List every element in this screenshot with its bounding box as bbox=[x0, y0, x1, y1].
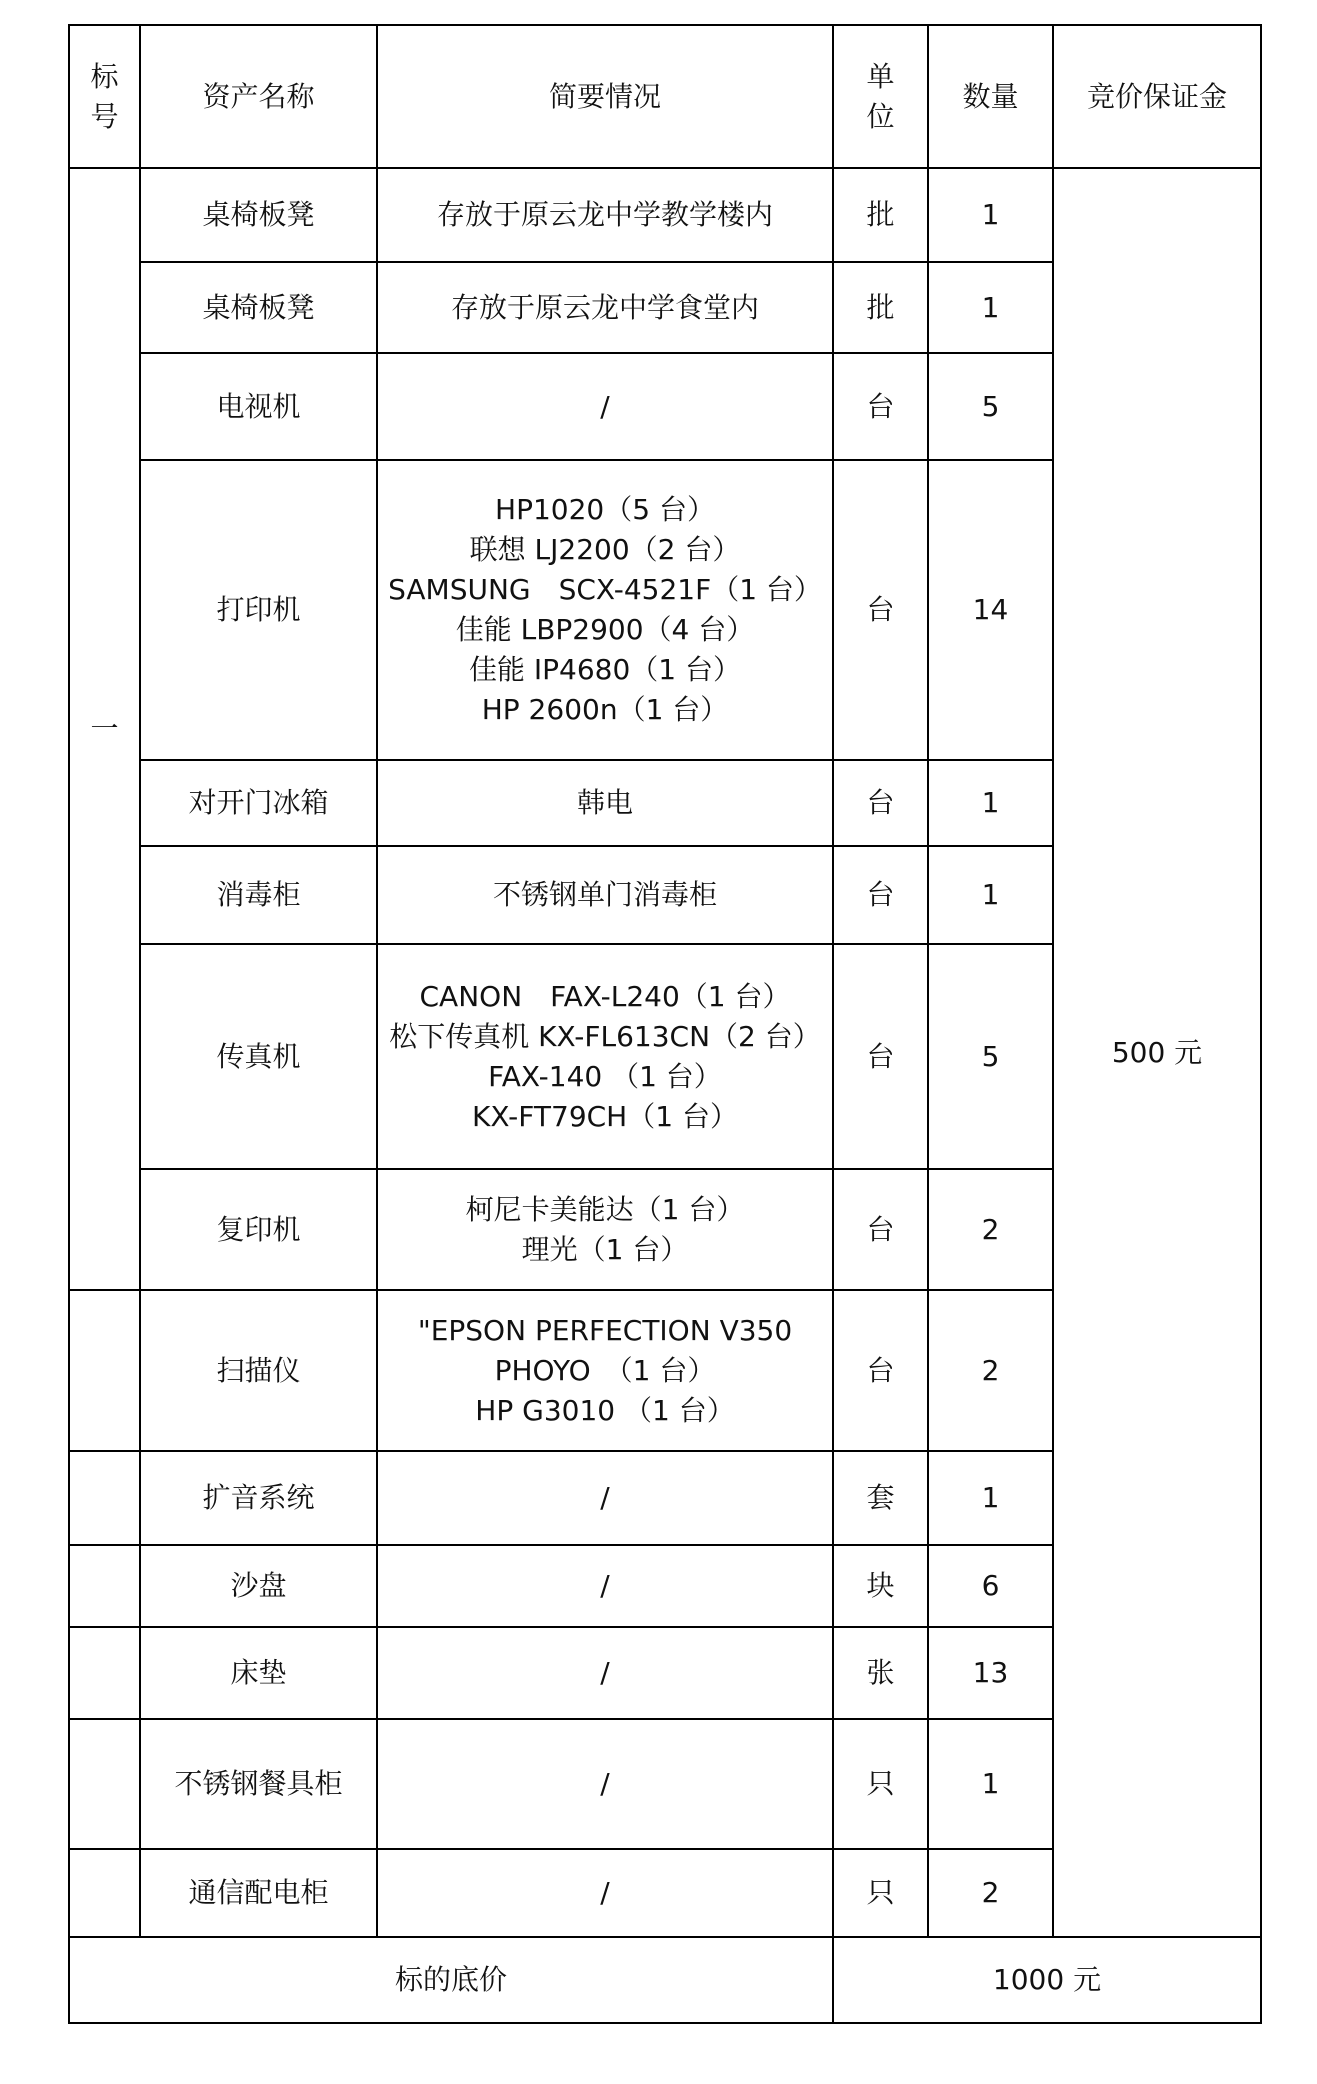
asset-table bbox=[68, 24, 1262, 2024]
lot-number-blank-cell bbox=[69, 1719, 140, 1849]
asset-name-cell: 扩音系统 bbox=[140, 1451, 377, 1545]
summary-line: CANON FAX-L240（1 台） bbox=[419, 979, 791, 1013]
asset-name-cell: 消毒柜 bbox=[140, 846, 377, 944]
summary-line: / bbox=[600, 1767, 610, 1800]
summary-line: "EPSON PERFECTION V350 bbox=[417, 1313, 793, 1347]
summary-line: / bbox=[600, 389, 610, 423]
summary-line: HP1020（5 台） bbox=[495, 493, 715, 526]
summary-cell bbox=[377, 1719, 833, 1849]
header-lot-no: 标 号 bbox=[69, 25, 140, 168]
unit-cell: 只 bbox=[833, 1849, 928, 1937]
header-row bbox=[69, 25, 1261, 168]
summary-cell bbox=[377, 1290, 833, 1451]
summary-line: / bbox=[600, 1481, 610, 1514]
summary-cell bbox=[377, 168, 833, 262]
quantity-cell: 1 bbox=[928, 168, 1053, 262]
asset-name-cell: 床垫 bbox=[140, 1627, 377, 1719]
footer-row bbox=[69, 1937, 1261, 2023]
header-asset-name: 资产名称 bbox=[140, 25, 377, 168]
deposit-cell: 500 元 bbox=[1053, 168, 1261, 1937]
lot-number-blank-cell bbox=[69, 1290, 140, 1451]
quantity-cell: 6 bbox=[928, 1545, 1053, 1627]
unit-cell: 台 bbox=[833, 846, 928, 944]
summary-line: 理光（1 台） bbox=[521, 1232, 689, 1266]
base-price-value: 1000 元 bbox=[833, 1937, 1261, 2023]
summary-line: 存放于原云龙中学食堂内 bbox=[450, 290, 759, 324]
summary-cell bbox=[377, 944, 833, 1169]
unit-cell: 批 bbox=[833, 168, 928, 262]
asset-name-cell: 复印机 bbox=[140, 1169, 377, 1290]
unit-cell: 台 bbox=[833, 353, 928, 460]
summary-cell bbox=[377, 760, 833, 846]
summary-line: 联想 LJ2200（2 台） bbox=[469, 533, 741, 566]
unit-cell: 台 bbox=[833, 1290, 928, 1451]
unit-cell: 套 bbox=[833, 1451, 928, 1545]
asset-name-cell: 通信配电柜 bbox=[140, 1849, 377, 1937]
summary-line: 韩电 bbox=[576, 786, 633, 819]
quantity-cell: 14 bbox=[928, 460, 1053, 760]
unit-cell: 台 bbox=[833, 460, 928, 760]
summary-line: 柯尼卡美能达（1 台） bbox=[465, 1192, 745, 1226]
lot-number-blank-cell bbox=[69, 1627, 140, 1719]
quantity-cell: 2 bbox=[928, 1849, 1053, 1937]
summary-line: 不锈钢单门消毒柜 bbox=[492, 878, 717, 911]
summary-cell bbox=[377, 1627, 833, 1719]
summary-line: FAX-140 （1 台） bbox=[488, 1059, 722, 1093]
summary-line: PHOYO （1 台） bbox=[494, 1353, 716, 1387]
summary-cell bbox=[377, 460, 833, 760]
quantity-cell: 2 bbox=[928, 1290, 1053, 1451]
header-summary: 简要情况 bbox=[377, 25, 833, 168]
quantity-cell: 5 bbox=[928, 353, 1053, 460]
summary-cell bbox=[377, 1545, 833, 1627]
quantity-cell: 1 bbox=[928, 262, 1053, 353]
summary-line: 松下传真机 KX-FL613CN（2 台） bbox=[389, 1019, 821, 1053]
unit-cell: 台 bbox=[833, 1169, 928, 1290]
unit-cell: 批 bbox=[833, 262, 928, 353]
base-price-label: 标的底价 bbox=[69, 1937, 833, 2023]
summary-line: / bbox=[600, 1876, 610, 1909]
header-unit: 单 位 bbox=[833, 25, 928, 168]
summary-line: / bbox=[600, 1656, 610, 1689]
summary-line: HP G3010 （1 台） bbox=[475, 1393, 735, 1427]
unit-cell: 块 bbox=[833, 1545, 928, 1627]
summary-line: HP 2600n（1 台） bbox=[481, 693, 729, 726]
asset-name-cell: 不锈钢餐具柜 bbox=[140, 1719, 377, 1849]
summary-cell bbox=[377, 353, 833, 460]
quantity-cell: 1 bbox=[928, 846, 1053, 944]
lot-number-blank-cell bbox=[69, 1849, 140, 1937]
quantity-cell: 1 bbox=[928, 1719, 1053, 1849]
quantity-cell: 13 bbox=[928, 1627, 1053, 1719]
asset-name-cell: 沙盘 bbox=[140, 1545, 377, 1627]
summary-cell bbox=[377, 262, 833, 353]
asset-name-cell: 扫描仪 bbox=[140, 1290, 377, 1451]
quantity-cell: 5 bbox=[928, 944, 1053, 1169]
summary-line: KX-FT79CH（1 台） bbox=[472, 1099, 738, 1133]
asset-name-cell: 电视机 bbox=[140, 353, 377, 460]
quantity-cell: 2 bbox=[928, 1169, 1053, 1290]
summary-cell bbox=[377, 1451, 833, 1545]
summary-line: 佳能 LBP2900（4 台） bbox=[455, 613, 755, 646]
asset-name-cell: 桌椅板凳 bbox=[140, 168, 377, 262]
lot-number-blank-cell bbox=[69, 1545, 140, 1627]
summary-cell bbox=[377, 1849, 833, 1937]
summary-line: SAMSUNG SCX-4521F（1 台） bbox=[388, 573, 822, 606]
unit-cell: 台 bbox=[833, 944, 928, 1169]
unit-cell: 只 bbox=[833, 1719, 928, 1849]
asset-name-cell: 桌椅板凳 bbox=[140, 262, 377, 353]
lot-number-blank-cell bbox=[69, 1451, 140, 1545]
unit-cell: 台 bbox=[833, 760, 928, 846]
asset-name-cell: 打印机 bbox=[140, 460, 377, 760]
table-row bbox=[69, 168, 1261, 262]
asset-name-cell: 对开门冰箱 bbox=[140, 760, 377, 846]
quantity-cell: 1 bbox=[928, 760, 1053, 846]
summary-cell bbox=[377, 846, 833, 944]
summary-cell bbox=[377, 1169, 833, 1290]
summary-line: / bbox=[600, 1569, 610, 1602]
lot-number-cell: 一 bbox=[69, 168, 140, 1290]
summary-line: 佳能 IP4680（1 台） bbox=[468, 653, 742, 686]
summary-line: 存放于原云龙中学教学楼内 bbox=[436, 198, 773, 231]
unit-cell: 张 bbox=[833, 1627, 928, 1719]
asset-name-cell: 传真机 bbox=[140, 944, 377, 1169]
header-quantity: 数量 bbox=[928, 25, 1053, 168]
header-deposit: 竞价保证金 bbox=[1053, 25, 1261, 168]
quantity-cell: 1 bbox=[928, 1451, 1053, 1545]
